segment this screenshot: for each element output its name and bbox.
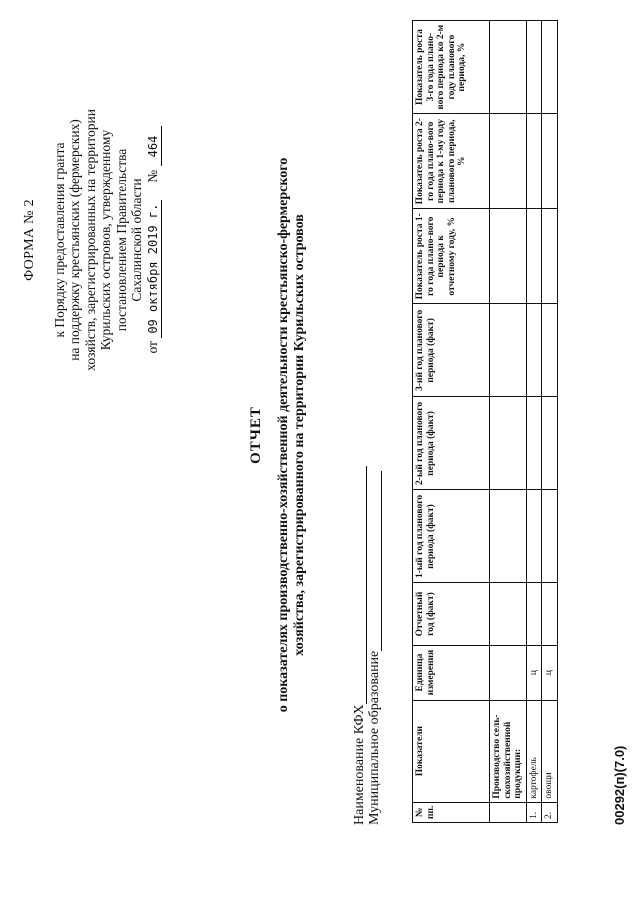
table-cell[interactable]	[490, 21, 527, 114]
row-name: овощи	[542, 700, 558, 802]
table-row	[526, 21, 542, 823]
table-cell[interactable]	[490, 645, 527, 700]
municipality-field[interactable]	[369, 471, 382, 651]
kfh-name-field[interactable]	[354, 466, 367, 704]
table-section-row	[490, 21, 527, 823]
table-cell[interactable]	[526, 397, 542, 490]
col-header: Единица измерения	[413, 645, 490, 700]
col-header: Показатели	[413, 700, 490, 802]
document-code: 00292(п)(7.0)	[612, 745, 627, 825]
table-cell[interactable]	[526, 490, 542, 583]
table-cell[interactable]	[542, 21, 558, 114]
col-header: Показатель роста 2-го года плано-вого периода к 1-му году планового периода, %	[413, 114, 490, 209]
table-cell[interactable]	[490, 583, 527, 645]
col-header: Показатель роста 3-го года плано-вого периода ко 2-м году планового периода, %	[413, 21, 490, 114]
table-cell[interactable]	[526, 21, 542, 114]
number-label: №	[144, 169, 160, 183]
table-cell[interactable]	[542, 114, 558, 209]
table-cell[interactable]	[526, 304, 542, 397]
document-date: 09 октября 2019 г.	[146, 200, 163, 338]
table-cell[interactable]	[542, 490, 558, 583]
table-cell[interactable]	[526, 114, 542, 209]
table-cell[interactable]	[542, 304, 558, 397]
col-header: 2-ый год планового периода (факт)	[413, 397, 490, 490]
col-header: 1-ый год планового периода (факт)	[413, 490, 490, 583]
table-cell[interactable]	[490, 397, 527, 490]
from-label: от	[144, 341, 160, 354]
report-fields	[352, 466, 382, 825]
report-subtitle-line: хозяйства, зарегистрированного на территории Курильских островов	[292, 214, 307, 656]
header-line: хозяйств, зарегистрированных на территории	[82, 109, 98, 371]
municipality-label: Муниципальное образование	[367, 650, 382, 825]
row-unit: ц	[542, 645, 558, 700]
table-cell[interactable]	[542, 397, 558, 490]
row-name: картофель	[526, 700, 542, 802]
row-unit: ц	[526, 645, 542, 700]
table-cell[interactable]	[542, 209, 558, 304]
table-header-row	[413, 21, 490, 823]
header-line: Сахалинской области	[129, 178, 144, 302]
kfh-name-row	[352, 466, 367, 825]
report-heading: ОТЧЕТ	[248, 406, 264, 464]
table-row	[542, 21, 558, 823]
municipality-row	[367, 466, 382, 825]
col-header: 3-ий год планового периода (факт)	[413, 304, 490, 397]
header-line: Курильских островов, утвержденному	[98, 129, 113, 351]
table-cell[interactable]	[542, 583, 558, 645]
table-cell[interactable]	[526, 583, 542, 645]
form-header	[22, 25, 162, 455]
table-cell[interactable]	[526, 209, 542, 304]
header-line: к Порядку предоставления гранта	[51, 142, 67, 338]
table-cell[interactable]	[490, 114, 527, 209]
section-label: Производство сель-скохозяйственной продукции:	[490, 700, 527, 802]
table-cell[interactable]	[490, 209, 527, 304]
form-title: ФОРМА № 2	[22, 199, 37, 281]
report-subtitle-line: о показателях производственно-хозяйственной деятельности крестьянско-фермерского	[276, 157, 291, 713]
col-header: № пп.	[413, 802, 490, 822]
table-cell[interactable]	[490, 304, 527, 397]
row-number: 1.	[526, 802, 542, 822]
indicators-table	[412, 20, 558, 823]
report-title	[248, 45, 308, 825]
row-number: 2.	[542, 802, 558, 822]
document-number: 464	[146, 126, 163, 166]
header-line: на поддержку крестьянских (фермерских)	[67, 119, 82, 361]
table-cell[interactable]	[490, 490, 527, 583]
col-header: Показатель роста 1-го года плано-вого периода к отчетному году, %	[413, 209, 490, 304]
col-header: Отчетный год (факт)	[413, 583, 490, 645]
table-cell	[490, 802, 527, 822]
kfh-name-label: Наименование КФХ	[352, 704, 367, 825]
header-date-line	[145, 25, 163, 455]
header-line: постановлением Правительства	[113, 148, 129, 332]
